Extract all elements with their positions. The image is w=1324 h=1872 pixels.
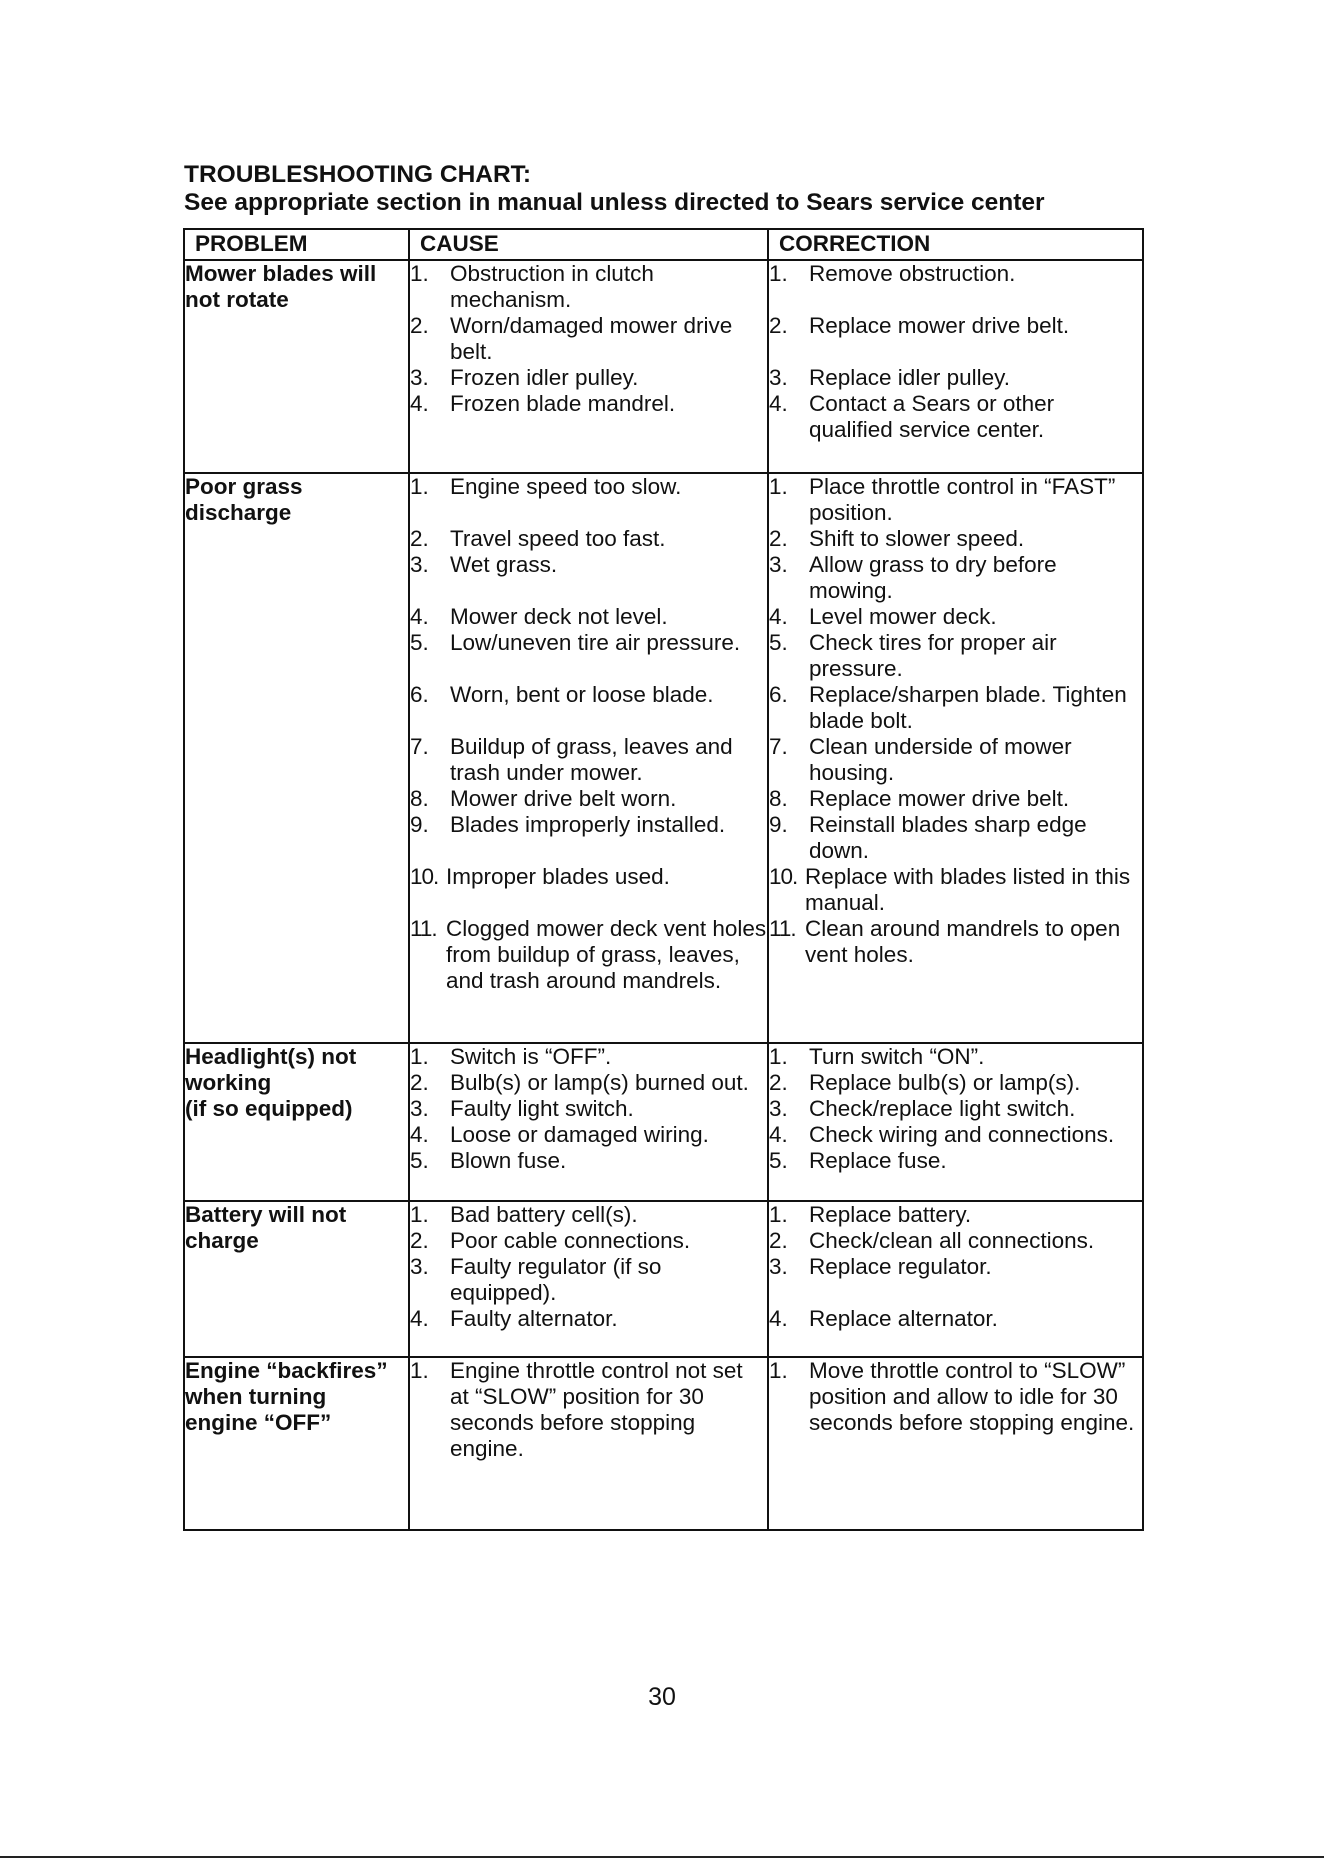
cause-cell	[409, 260, 768, 473]
item-number: 7.	[769, 734, 788, 759]
problem-cell	[184, 1357, 409, 1530]
cause-cell	[409, 1357, 768, 1530]
cause-item	[410, 1122, 767, 1148]
correction-item	[769, 630, 1142, 682]
item-number: 7.	[410, 734, 429, 759]
cause-item	[410, 1306, 767, 1332]
item-number: 2.	[410, 1228, 429, 1253]
cause-item	[410, 1202, 767, 1228]
item-text: Mower deck not level.	[450, 604, 668, 629]
correction-cell	[768, 1043, 1143, 1201]
item-text: Faulty alternator.	[450, 1306, 618, 1331]
item-number: 3.	[769, 365, 788, 390]
item-text: Move throttle control to “SLOW” position and allow to idle for 30 seconds before stopping engine.	[809, 1358, 1135, 1435]
column-header-problem: PROBLEM	[184, 229, 409, 260]
problem-line: Headlight(s) not	[185, 1044, 357, 1069]
cause-item	[410, 734, 767, 786]
item-text: Place throttle control in “FAST” position.	[809, 474, 1116, 525]
table-row	[184, 1043, 1143, 1201]
cause-item	[410, 916, 767, 994]
item-number: 1.	[769, 1358, 788, 1383]
item-text: Turn switch “ON”.	[809, 1044, 985, 1069]
item-text: Replace mower drive belt.	[809, 786, 1070, 811]
cause-item	[410, 1254, 767, 1306]
correction-item	[769, 526, 1142, 552]
bottom-rule	[0, 1856, 1324, 1858]
item-text: Improper blades used.	[446, 864, 670, 889]
item-number: 4.	[410, 391, 429, 416]
table-row	[184, 260, 1143, 473]
table-row	[184, 1201, 1143, 1357]
correction-item	[769, 916, 1142, 968]
item-text: Loose or damaged wiring.	[450, 1122, 709, 1147]
item-text: Travel speed too fast.	[450, 526, 666, 551]
item-number: 4.	[769, 604, 788, 629]
item-text: Clean around mandrels to open vent holes.	[805, 916, 1121, 967]
item-number: 3.	[769, 1254, 788, 1279]
item-text: Replace idler pulley.	[809, 365, 1010, 390]
item-number: 2.	[769, 526, 788, 551]
item-number: 5.	[410, 1148, 429, 1173]
correction-item	[769, 812, 1142, 864]
cause-item	[410, 1044, 767, 1070]
item-text: Faulty regulator (if so equipped).	[450, 1254, 662, 1305]
item-number: 1.	[410, 1202, 429, 1227]
item-text: Reinstall blades sharp edge down.	[809, 812, 1087, 863]
correction-item	[769, 261, 1142, 287]
correction-item	[769, 786, 1142, 812]
problem-line: Poor grass	[185, 474, 303, 499]
cause-item	[410, 261, 767, 313]
table-header-row	[184, 229, 1143, 260]
item-number: 6.	[769, 682, 788, 707]
correction-item	[769, 734, 1142, 786]
item-number: 2.	[410, 313, 429, 338]
item-number: 1.	[769, 474, 788, 499]
correction-item	[769, 1202, 1142, 1228]
item-text: Replace bulb(s) or lamp(s).	[809, 1070, 1081, 1095]
item-number: 4.	[769, 1122, 788, 1147]
problem-line: engine “OFF”	[185, 1410, 332, 1435]
item-number: 3.	[769, 1096, 788, 1121]
item-text: Buildup of grass, leaves and trash under mower.	[450, 734, 733, 785]
item-text: Frozen blade mandrel.	[450, 391, 676, 416]
correction-cell	[768, 1357, 1143, 1530]
cause-item	[410, 1358, 767, 1462]
item-number: 9.	[769, 812, 788, 837]
cause-item	[410, 1096, 767, 1122]
table-row	[184, 473, 1143, 1043]
item-text: Frozen idler pulley.	[450, 365, 639, 390]
item-text: Bulb(s) or lamp(s) burned out.	[450, 1070, 749, 1095]
problem-line: Engine “backfires”	[185, 1358, 388, 1383]
item-number: 3.	[410, 1096, 429, 1121]
item-number: 1.	[769, 1202, 788, 1227]
correction-item	[769, 1306, 1142, 1332]
correction-item	[769, 474, 1142, 526]
table-row	[184, 1357, 1143, 1530]
problem-cell	[184, 1201, 409, 1357]
item-text: Allow grass to dry before mowing.	[809, 552, 1057, 603]
problem-line: (if so equipped)	[185, 1096, 353, 1121]
cause-item	[410, 365, 767, 391]
item-text: Worn, bent or loose blade.	[450, 682, 714, 707]
item-text: Engine speed too slow.	[450, 474, 682, 499]
problem-line: Battery will not	[185, 1202, 347, 1227]
item-text: Poor cable connections.	[450, 1228, 691, 1253]
item-text: Low/uneven tire air pressure.	[450, 630, 741, 655]
problem-cell	[184, 473, 409, 1043]
item-text: Replace mower drive belt.	[809, 313, 1070, 338]
spacer	[769, 287, 1142, 313]
item-number: 2.	[769, 1228, 788, 1253]
cause-cell	[409, 1043, 768, 1201]
spacer	[769, 1280, 1142, 1306]
cause-item	[410, 391, 767, 417]
item-text: Check/replace light switch.	[809, 1096, 1076, 1121]
cause-item	[410, 864, 767, 890]
problem-cell	[184, 1043, 409, 1201]
item-number: 1.	[769, 1044, 788, 1069]
item-text: Mower drive belt worn.	[450, 786, 677, 811]
item-text: Obstruction in clutch mechanism.	[450, 261, 654, 312]
correction-item	[769, 864, 1142, 916]
item-number: 4.	[410, 1306, 429, 1331]
item-text: Replace/sharpen blade. Tighten blade bolt.	[809, 682, 1127, 733]
correction-item	[769, 313, 1142, 339]
cause-item	[410, 786, 767, 812]
item-text: Replace alternator.	[809, 1306, 998, 1331]
correction-item	[769, 365, 1142, 391]
problem-line: Mower blades will	[185, 261, 377, 286]
item-text: Check tires for proper air pressure.	[809, 630, 1057, 681]
item-text: Check/clean all connections.	[809, 1228, 1095, 1253]
item-text: Blown fuse.	[450, 1148, 567, 1173]
item-number: 5.	[769, 630, 788, 655]
problem-line: not rotate	[185, 287, 289, 312]
correction-item	[769, 1096, 1142, 1122]
spacer	[410, 656, 767, 682]
column-header-cause: CAUSE	[409, 229, 768, 260]
spacer	[410, 890, 767, 916]
item-text: Check wiring and connections.	[809, 1122, 1115, 1147]
item-number: 10.	[769, 864, 798, 889]
cause-item	[410, 552, 767, 578]
item-number: 9.	[410, 812, 429, 837]
correction-item	[769, 1254, 1142, 1280]
item-number: 1.	[410, 474, 429, 499]
item-number: 8.	[410, 786, 429, 811]
item-text: Faulty light switch.	[450, 1096, 634, 1121]
item-number: 3.	[410, 365, 429, 390]
item-number: 2.	[769, 1070, 788, 1095]
item-number: 4.	[410, 604, 429, 629]
item-number: 1.	[410, 261, 429, 286]
cause-item	[410, 474, 767, 500]
troubleshooting-table	[183, 228, 1144, 1531]
item-number: 3.	[410, 552, 429, 577]
cause-item	[410, 604, 767, 630]
item-number: 5.	[769, 1148, 788, 1173]
page-number: 30	[648, 1683, 676, 1711]
correction-item	[769, 1358, 1142, 1436]
item-text: Replace battery.	[809, 1202, 972, 1227]
table-body	[184, 260, 1143, 1530]
problem-cell	[184, 260, 409, 473]
item-text: Wet grass.	[450, 552, 558, 577]
spacer	[410, 708, 767, 734]
correction-item	[769, 391, 1142, 443]
correction-item	[769, 1148, 1142, 1174]
item-text: Worn/damaged mower drive belt.	[450, 313, 733, 364]
correction-cell	[768, 473, 1143, 1043]
item-number: 1.	[410, 1358, 429, 1383]
item-number: 8.	[769, 786, 788, 811]
correction-cell	[768, 1201, 1143, 1357]
item-text: Remove obstruction.	[809, 261, 1016, 286]
item-number: 10.	[410, 864, 439, 889]
problem-line: when turning	[185, 1384, 327, 1409]
item-number: 6.	[410, 682, 429, 707]
page-heading: TROUBLESHOOTING CHART:	[184, 161, 532, 188]
item-number: 2.	[769, 313, 788, 338]
item-text: Clean underside of mower housing.	[809, 734, 1072, 785]
cause-item	[410, 682, 767, 708]
cause-item	[410, 1148, 767, 1174]
cause-item	[410, 812, 767, 838]
cause-cell	[409, 1201, 768, 1357]
item-text: Level mower deck.	[809, 604, 997, 629]
correction-item	[769, 604, 1142, 630]
item-text: Switch is “OFF”.	[450, 1044, 612, 1069]
cause-item	[410, 526, 767, 552]
item-number: 3.	[769, 552, 788, 577]
problem-line: working	[185, 1070, 272, 1095]
cause-item	[410, 1228, 767, 1254]
item-text: Shift to slower speed.	[809, 526, 1025, 551]
item-number: 4.	[769, 1306, 788, 1331]
spacer	[410, 578, 767, 604]
item-text: Engine throttle control not set at “SLOW” position for 30 seconds before stopping engine.	[450, 1358, 743, 1461]
item-number: 1.	[410, 1044, 429, 1069]
item-number: 1.	[769, 261, 788, 286]
item-text: Blades improperly installed.	[450, 812, 726, 837]
page-subheading: See appropriate section in manual unless directed to Sears service center	[184, 189, 1045, 216]
item-text: Clogged mower deck vent holes from buildup of grass, leaves, and trash around mandrels.	[446, 916, 767, 993]
item-number: 11.	[769, 916, 796, 941]
item-number: 2.	[410, 526, 429, 551]
correction-item	[769, 1070, 1142, 1096]
item-text: Replace regulator.	[809, 1254, 992, 1279]
correction-item	[769, 1122, 1142, 1148]
correction-item	[769, 1044, 1142, 1070]
spacer	[410, 838, 767, 864]
item-text: Replace with blades listed in this manual.	[805, 864, 1131, 915]
item-number: 5.	[410, 630, 429, 655]
spacer	[410, 500, 767, 526]
problem-line: charge	[185, 1228, 259, 1253]
item-text: Replace fuse.	[809, 1148, 947, 1173]
cause-item	[410, 313, 767, 365]
cause-item	[410, 1070, 767, 1096]
item-text: Contact a Sears or other qualified service center.	[809, 391, 1055, 442]
item-number: 3.	[410, 1254, 429, 1279]
item-number: 11.	[410, 916, 437, 941]
correction-item	[769, 552, 1142, 604]
item-number: 4.	[410, 1122, 429, 1147]
cause-item	[410, 630, 767, 656]
correction-item	[769, 682, 1142, 734]
correction-item	[769, 1228, 1142, 1254]
problem-line: discharge	[185, 500, 292, 525]
item-text: Bad battery cell(s).	[450, 1202, 638, 1227]
cause-cell	[409, 473, 768, 1043]
spacer	[769, 339, 1142, 365]
item-number: 2.	[410, 1070, 429, 1095]
correction-cell	[768, 260, 1143, 473]
item-number: 4.	[769, 391, 788, 416]
column-header-correction: CORRECTION	[768, 229, 1143, 260]
